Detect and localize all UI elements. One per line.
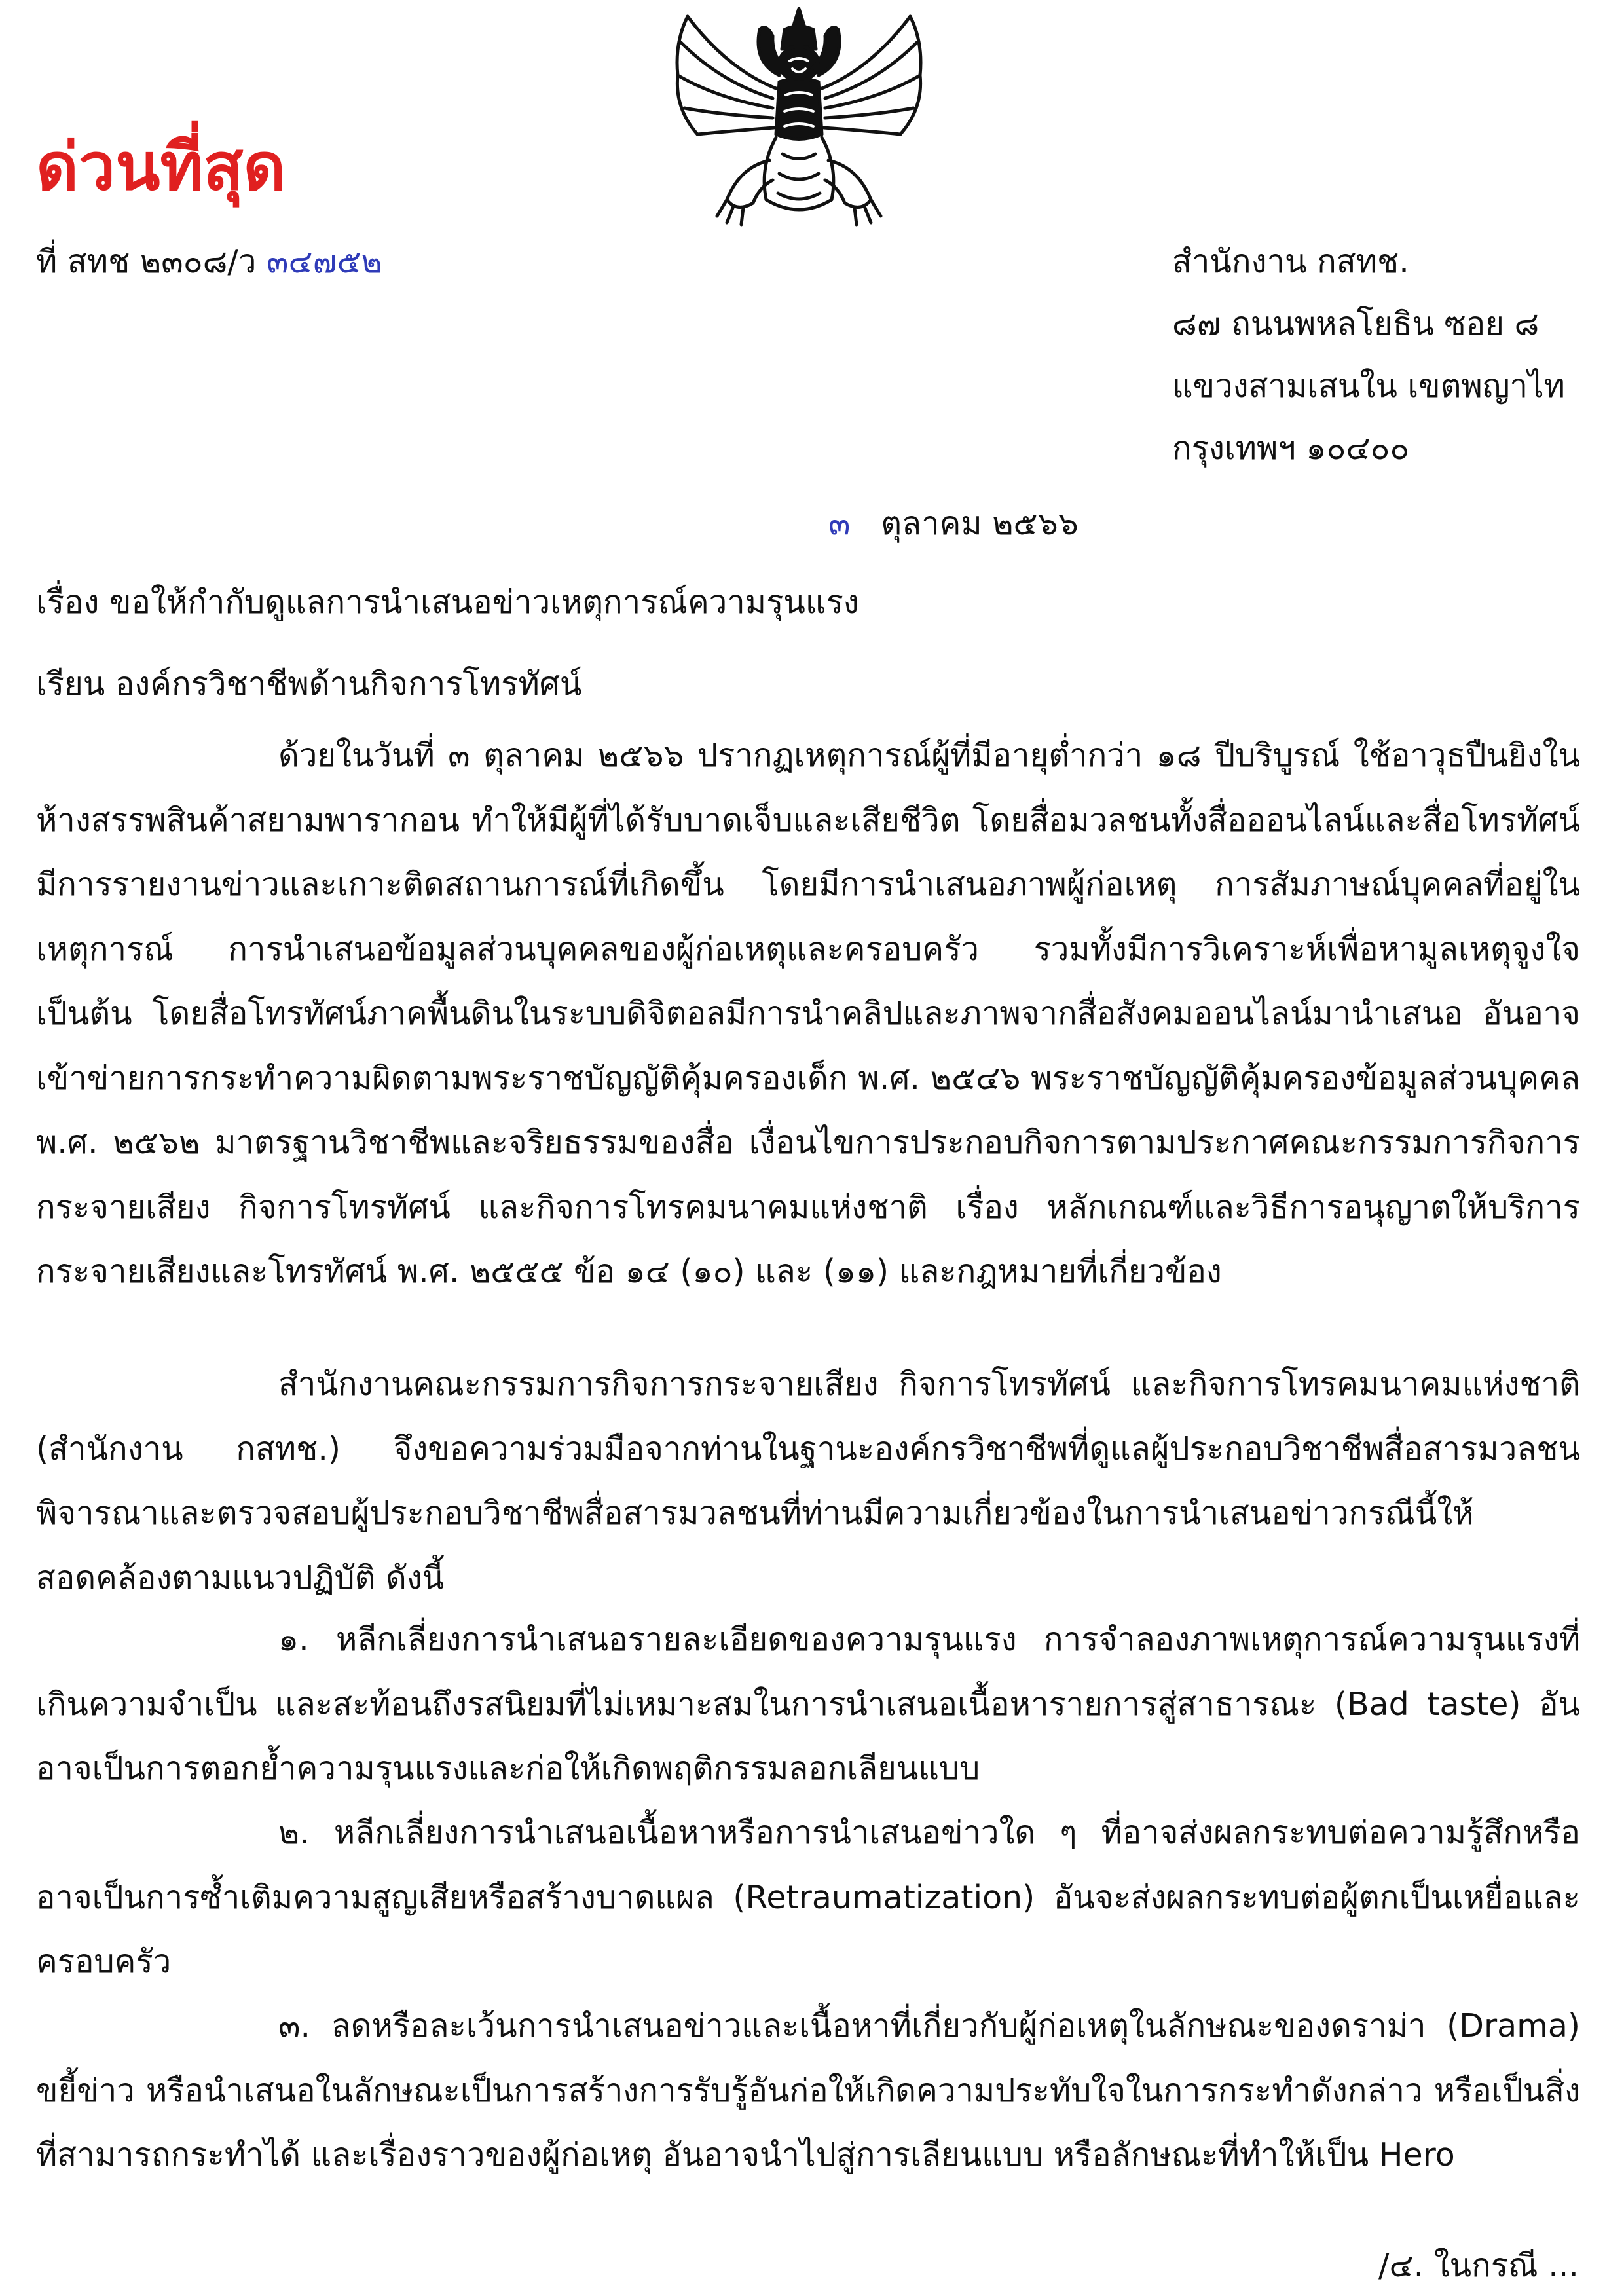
body-paragraph-1: ด้วยในวันที่ ๓ ตุลาคม ๒๕๖๖ ปรากฏเหตุการณ์ผู้ที่มีอายุต่ำกว่า ๑๘ ปีบริบูรณ์ ใช้อาวุธปืนยิงในห้างสรรพสินค้าสยามพารากอน ทำให้มีผู้ที่ได้รับบาดเจ็บและเสียชีวิต โดยสื่อมวลชนทั้งสื่อออนไลน์และสื่อโทรทัศน์มีการรายงานข่าวและเกาะติดสถานการณ์ที่เกิดขึ้น โดยมีการนำเสนอภาพผู้ก่อเหตุ การสัมภาษณ์บุคคลที่อยู่ในเหตุการณ์ การนำเสนอข้อมูลส่วนบุคคลของผู้ก่อเหตุและครอบครัว รวมทั้งมีการวิเคราะห์เพื่อหามูลเหตุจูงใจ เป็นต้น โดยสื่อโทรทัศน์ภาคพื้นดินในระบบดิจิตอลมีการนำคลิปและภาพจากสื่อสังคมออนไลน์มานำเสนอ อันอาจเข้าข่ายการกระทำความผิดตามพระราชบัญญัติคุ้มครองเด็ก พ.ศ. ๒๕๔๖ พระราชบัญญัติคุ้มครองข้อมูลส่วนบุคคล พ.ศ. ๒๕๖๒ มาตรฐานวิชาชีพและจริยธรรมของสื่อ เงื่อนไขการประกอบกิจการตามประกาศคณะกรรมการกิจการกระจายเสียง กิจการโทรทัศน์ และกิจการโทรคมนาคมแห่งชาติ เรื่อง หลักเกณฑ์และวิธีการอนุญาตให้บริการกระจายเสียงและโทรทัศน์ พ.ศ. ๒๕๕๕ ข้อ ๑๔ (๑๐) และ (๑๑) และกฎหมายที่เกี่ยวข้อง [36, 737, 1580, 1290]
document-date [828, 498, 1079, 550]
subject-line: เรื่อง ขอให้กำกับดูแลการนำเสนอข่าวเหตุการณ์ความรุนแรง [36, 583, 859, 621]
address-line-3: แขวงสามเสนใน เขตพญาไท [1172, 367, 1565, 405]
urgency-heading: ด่วนที่สุด [36, 128, 286, 205]
guideline-item-2: ๒. หลีกเลี่ยงการนำเสนอเนื้อหาหรือการนำเสนอข่าวใด ๆ ที่อาจส่งผลกระทบต่อความรู้สึกหรืออาจเป็นการซ้ำเติมความสูญเสียหรือสร้างบาดแผล (Retraumatization) อันจะส่งผลกระทบต่อผู้ตกเป็นเหยื่อและครอบครัว [36, 1814, 1580, 1980]
date-day: ๓ [828, 505, 851, 542]
document-reference [36, 236, 382, 288]
reference-number: ๓๔๗๕๒ [267, 243, 382, 280]
address-line-1: สำนักงาน กสทช. [1172, 243, 1409, 280]
date-month-year: ตุลาคม ๒๕๖๖ [881, 505, 1079, 542]
garuda-emblem [661, 3, 936, 229]
address-line-4: กรุงเทพฯ ๑๐๔๐๐ [1172, 430, 1410, 467]
body-paragraph-2: สำนักงานคณะกรรมการกิจการกระจายเสียง กิจการโทรทัศน์ และกิจการโทรคมนาคมแห่งชาติ (สำนักงาน กสทช.) จึงขอความร่วมมือจากท่านในฐานะองค์กรวิชาชีพที่ดูแลผู้ประกอบวิชาชีพสื่อสารมวลชน พิจารณาและตรวจสอบผู้ประกอบวิชาชีพสื่อสารมวลชนที่ท่านมีความเกี่ยวข้องในการนำเสนอข่าวกรณีนี้ให้สอดคล้องตามแนวปฏิบัติ ดังนี้ [36, 1365, 1580, 1597]
address-line-2: ๘๗ ถนนพหลโยธิน ซอย ๘ [1172, 305, 1540, 342]
guideline-item-3: ๓. ลดหรือละเว้นการนำเสนอข่าวและเนื้อหาที่เกี่ยวกับผู้ก่อเหตุในลักษณะของดราม่า (Drama) ขยี้ข่าว หรือนำเสนอในลักษณะเป็นการสร้างการรับรู้อันก่อให้เกิดความประทับใจในการกระทำดังกล่าว หรือเป็นสิ่งที่สามารถกระทำได้ และเรื่องราวของผู้ก่อเหตุ อันอาจนำไปสู่การเลียนแบบ หรือลักษณะที่ทำให้เป็น Hero [36, 2007, 1580, 2174]
guideline-item-1: ๑. หลีกเลี่ยงการนำเสนอรายละเอียดของความรุนแรง การจำลองภาพเหตุการณ์ความรุนแรงที่เกินความจำเป็น และสะท้อนถึงรสนิยมที่ไม่เหมาะสมในการนำเสนอเนื้อหารายการสู่สาธารณะ (Bad taste) อันอาจเป็นการตอกย้ำความรุนแรงและก่อให้เกิดพฤติกรรมลอกเลียนแบบ [36, 1621, 1580, 1787]
recipient-line: เรียน องค์กรวิชาชีพด้านกิจการโทรทัศน์ [36, 665, 582, 703]
continuation-marker: /๔. ในกรณี ... [1378, 2247, 1579, 2284]
reference-prefix: ที่ สทช ๒๓๐๘/ว [36, 243, 257, 280]
